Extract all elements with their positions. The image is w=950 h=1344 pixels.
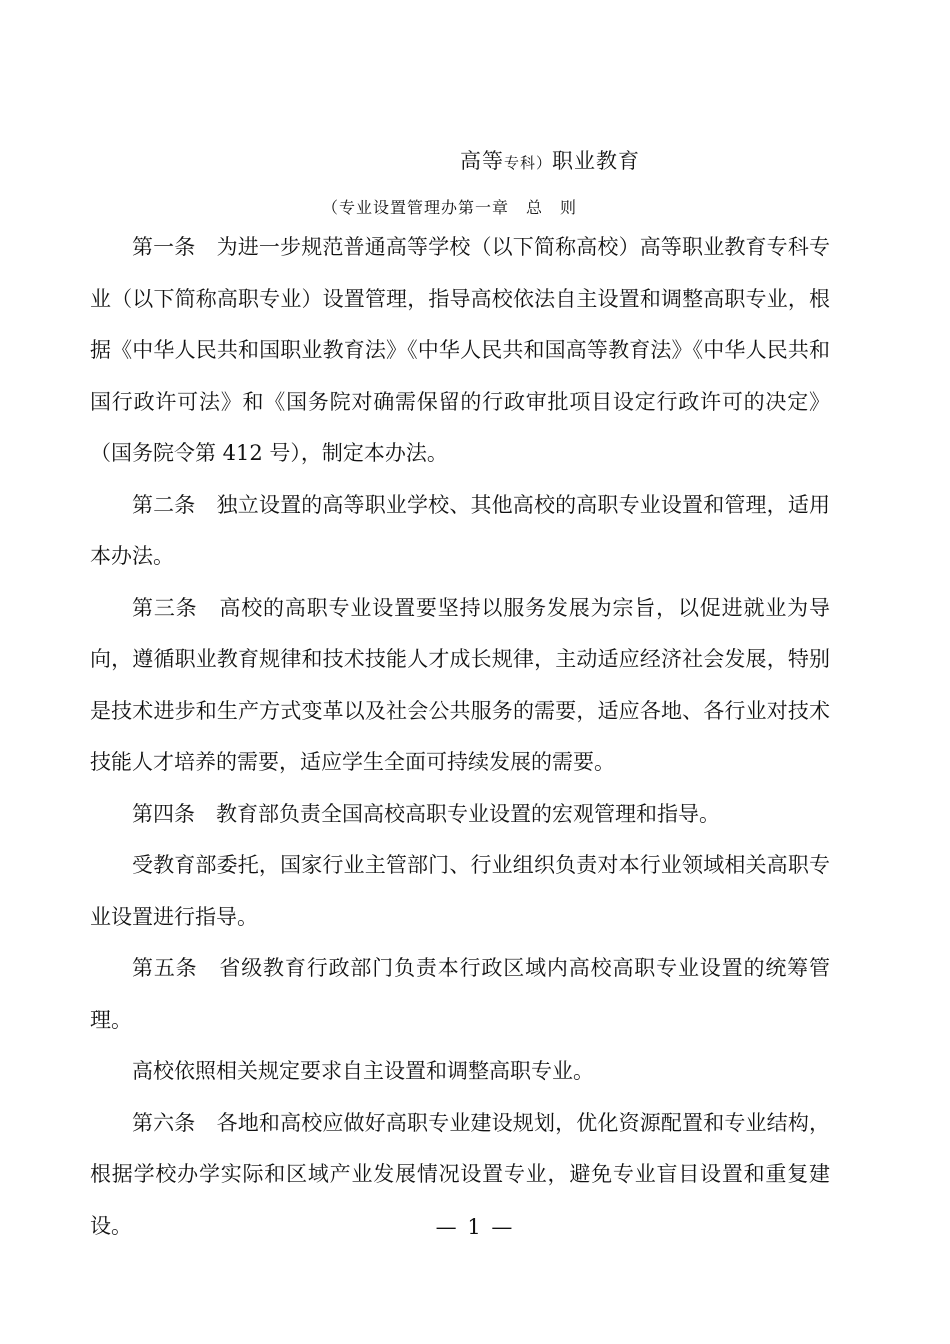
article-5-paragraph-2: 高校依照相关规定要求自主设置和调整高职专业。 [132,1059,594,1083]
article-4-paragraph-2: 受教育部委托，国家行业主管部门、行业组织负责对本行业领域相关高职专业设置进行指导。 [90,853,830,929]
article-3: 第三条 高校的高职专业设置要坚持以服务发展为宗旨，以促进就业为导向，遵循职业教育规律和技术技能人才成长规律，主动适应经济社会发展，特别是技术进步和生产方式变革以及社会公共服务的需要，适应各地、各行业对技术技能人才培养的需要，适应学生全面可持续发展的需要。 [90,595,830,774]
document-body [90,222,830,1252]
chapter-heading: （专业设置管理办第一章 总 则 [322,198,578,217]
title-rest: 职业教育 [552,149,641,173]
page-number: — 1 — [435,1215,515,1239]
article-2: 第二条 独立设置的高等职业学校、其他高校的高职专业设置和管理，适用本办法。 [90,492,830,568]
article-1: 第一条 为进一步规范普通高等学校（以下简称高校）高等职业教育专科专业（以下简称高职专业）设置管理，指导高校依法自主设置和调整高职专业，根据《中华人民共和国职业教育法》《中华人民共和国高等教育法》《中华人民共和国行政许可法》和《国务院对确需保留的行政审批项目设定行政许可的决定》（国务院令第 412 号），制定本办法。 [90,235,830,465]
document-title [460,145,640,175]
title-main: 高等 [460,149,504,173]
article-6: 第六条 各地和高校应做好高职专业建设规划，优化资源配置和专业结构，根据学校办学实际和区域产业发展情况设置专业，避免专业盲目设置和重复建设。 [90,1110,830,1238]
title-small: 专科） [504,154,553,172]
article-5: 第五条 省级教育行政部门负责本行政区域内高校高职专业设置的统筹管理。 [90,956,830,1032]
article-4: 第四条 教育部负责全国高校高职专业设置的宏观管理和指导。 [132,801,720,826]
